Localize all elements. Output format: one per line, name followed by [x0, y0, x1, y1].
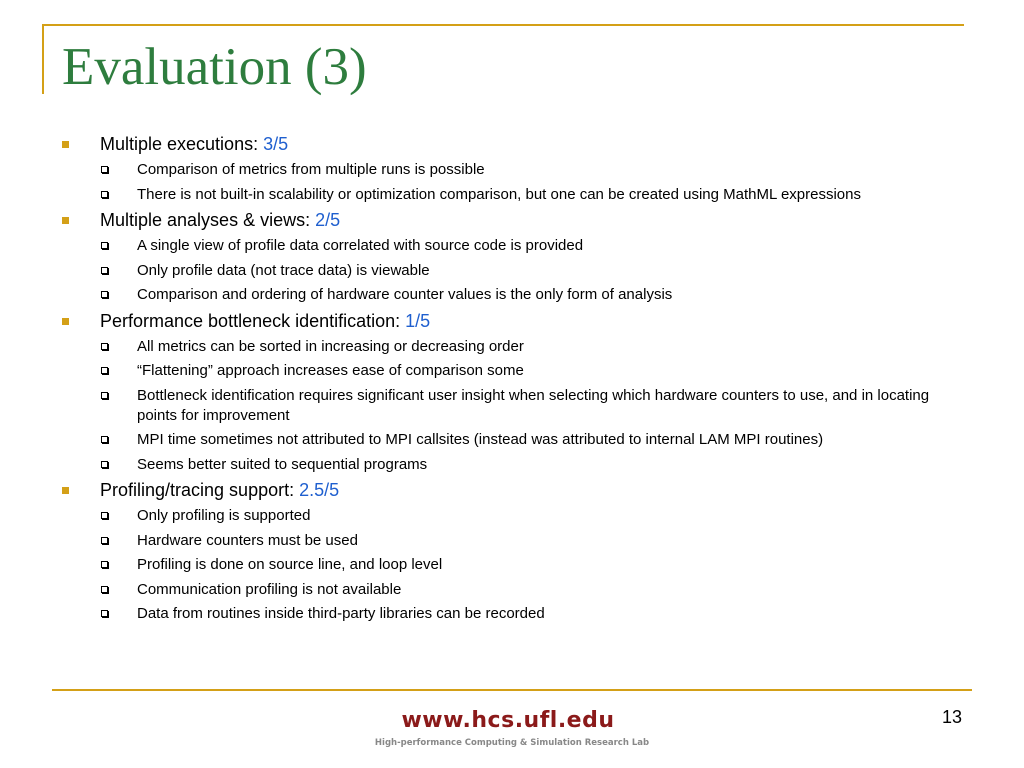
- bullet-content: [62, 133, 962, 629]
- sub-bullet-text: Only profile data (not trace data) is viewable: [137, 261, 430, 279]
- footer-url: [0, 708, 1024, 733]
- section-bullet: [62, 310, 962, 332]
- sub-bullet: [62, 580, 957, 600]
- hollow-square-bullet-icon: [101, 191, 108, 198]
- hollow-square-bullet-icon: [101, 392, 108, 399]
- hollow-square-bullet-icon: [101, 343, 108, 350]
- sub-bullet-text: Seems better suited to sequential programs: [137, 455, 428, 473]
- sub-bullet-text: Comparison of metrics from multiple runs is possible: [137, 161, 485, 178]
- section-score: 1/5: [405, 310, 431, 331]
- section-label: Multiple executions:: [100, 134, 264, 154]
- sub-bullet-list: [62, 506, 962, 624]
- square-bullet-icon: [62, 217, 69, 224]
- slide-title: Evaluation (3): [62, 38, 367, 96]
- section-bullet: [62, 479, 962, 501]
- sub-bullet: [62, 285, 957, 305]
- sub-bullet-list: [62, 236, 962, 305]
- hollow-square-bullet-icon: [101, 461, 108, 468]
- hollow-square-bullet-icon: [101, 436, 108, 443]
- sub-bullet: [62, 430, 957, 450]
- footer-url-text: www.hcs.ufl.edu: [401, 708, 615, 733]
- hollow-square-bullet-icon: [101, 537, 108, 544]
- sub-bullet: [62, 455, 957, 475]
- hollow-square-bullet-icon: [101, 291, 108, 298]
- hollow-square-bullet-icon: [101, 561, 108, 568]
- sub-bullet-text: Bottleneck identification requires significant user insight when selecting which hardware counters to use, and in locating points for improvement: [137, 386, 930, 424]
- sub-bullet-text: MPI time sometimes not attributed to MPI callsites (instead was attributed to internal LAM MPI routines): [137, 431, 824, 448]
- sub-bullet: [62, 531, 957, 551]
- sub-bullet-text: Hardware counters must be used: [137, 531, 358, 549]
- sub-bullet: [62, 506, 957, 526]
- sub-bullet: [62, 361, 957, 381]
- sub-bullet: [62, 236, 957, 256]
- square-bullet-icon: [62, 318, 69, 325]
- sub-bullet-text: All metrics can be sorted in increasing or decreasing order: [137, 337, 524, 355]
- section-bullet: [62, 209, 962, 231]
- section-score: 2/5: [315, 210, 341, 230]
- page-number: 13: [941, 707, 962, 727]
- section-label: Performance bottleneck identification:: [100, 310, 406, 331]
- hollow-square-bullet-icon: [101, 267, 108, 274]
- sub-bullet: [62, 185, 957, 205]
- section-bullet: [62, 133, 962, 155]
- sub-bullet-text: “Flattening” approach increases ease of comparison some: [137, 362, 524, 379]
- section-score: 2.5/5: [299, 480, 340, 500]
- sub-bullet-text: A single view of profile data correlated with source code is provided: [137, 237, 584, 254]
- section-score: 3/5: [263, 134, 289, 154]
- sub-bullet: [62, 337, 957, 357]
- sub-bullet: [62, 261, 957, 281]
- footer-rule: [52, 689, 972, 691]
- sub-bullet-text: Communication profiling is not available: [137, 580, 402, 598]
- title-frame-top-rule: [42, 24, 964, 26]
- hollow-square-bullet-icon: [101, 610, 108, 617]
- sub-bullet: [62, 386, 957, 426]
- square-bullet-icon: [62, 141, 69, 148]
- title-frame-left-rule: [42, 24, 44, 94]
- sub-bullet-list: [62, 337, 962, 475]
- sub-bullet-text: Profiling is done on source line, and loop level: [137, 556, 443, 573]
- hollow-square-bullet-icon: [101, 512, 108, 519]
- sub-bullet-text: Data from routines inside third-party libraries can be recorded: [137, 605, 545, 622]
- section-label: Multiple analyses & views:: [100, 210, 316, 230]
- section-label: Profiling/tracing support:: [100, 480, 300, 500]
- sub-bullet: [62, 555, 957, 575]
- hollow-square-bullet-icon: [101, 367, 108, 374]
- sub-bullet: [62, 604, 957, 624]
- square-bullet-icon: [62, 487, 69, 494]
- sub-bullet-text: There is not built-in scalability or optimization comparison, but one can be created using MathML expressions: [137, 185, 861, 203]
- sub-bullet-text: Only profiling is supported: [137, 507, 311, 524]
- hollow-square-bullet-icon: [101, 586, 108, 593]
- sub-bullet-text: Comparison and ordering of hardware counter values is the only form of analysis: [137, 286, 673, 303]
- hollow-square-bullet-icon: [101, 166, 108, 173]
- footer-lab-name: High-performance Computing & Simulation Research Lab: [374, 738, 650, 748]
- sub-bullet: [62, 160, 957, 180]
- sub-bullet-list: [62, 160, 962, 205]
- hollow-square-bullet-icon: [101, 242, 108, 249]
